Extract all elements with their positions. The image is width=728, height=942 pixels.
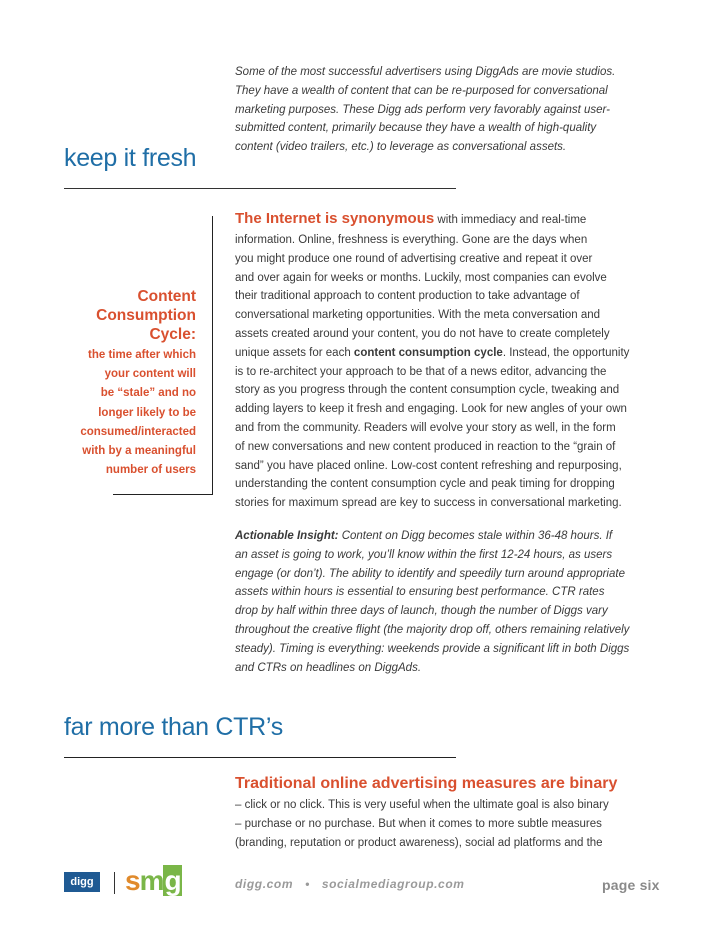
insight-line: an asset is going to work, you’ll know within the first 12-24 hours, as users xyxy=(235,548,613,561)
section-title-far-more-than-ctrs: far more than CTR’s xyxy=(64,713,283,741)
sidebar-callout xyxy=(54,287,196,480)
sidebar-definition xyxy=(54,346,196,480)
section1-body xyxy=(235,208,675,677)
body-line: sand” you have placed online. Low-cost content refreshing and repurposing, xyxy=(235,459,622,472)
body-line: is to re-architect your approach to be that of a news editor, advancing the xyxy=(235,365,607,378)
page-number: page six xyxy=(602,877,660,893)
sidebar-heading-line: Content xyxy=(137,288,196,305)
intro-line: They have a wealth of content that can be re-purposed for conversational xyxy=(235,84,608,97)
smg-letter: s xyxy=(125,865,140,896)
intro-line: Some of the most successful advertisers using DiggAds are movie studios. xyxy=(235,66,616,78)
sidebar-heading-line: Consumption xyxy=(96,307,196,324)
intro-paragraph xyxy=(235,63,675,157)
bold-term: content consumption cycle xyxy=(353,346,503,359)
body-line: story as you progress through the content consumption cycle, tweaking and xyxy=(235,384,620,397)
smg-logo xyxy=(125,866,182,896)
body-line: conversational marketing opportunities. With the meta conversation and xyxy=(235,309,601,322)
body-line: understanding the content consumption cycle and peak timing for dropping xyxy=(235,478,615,491)
intro-line: content (video trailers, etc.) to leverage as conversational assets. xyxy=(235,141,567,154)
insight-line: assets within hours is essential to ensuring best performance. CTR rates xyxy=(235,586,605,599)
sidebar-def-line: the time after which xyxy=(88,349,196,361)
section-divider xyxy=(204,188,456,189)
footer-links xyxy=(235,877,465,891)
sidebar-def-line: your content will xyxy=(104,368,196,381)
insight-line: engage (or don’t). The ability to identify and speedily turn around appropriate xyxy=(235,567,625,580)
section2-lead: Traditional online advertising measures are binary xyxy=(235,775,618,792)
digg-logo: digg xyxy=(64,872,100,892)
body-line: adding layers to keep it fresh and engaging. Look for new angles of your own xyxy=(235,403,627,416)
insight-line xyxy=(235,527,675,546)
footer-logo-divider xyxy=(114,872,115,894)
body-line: and from the community. Readers will evolve your story as well, in the form xyxy=(235,421,616,434)
section-divider xyxy=(64,757,119,758)
body-line: and over again for weeks or months. Luckily, most companies can evolve xyxy=(235,271,607,284)
sidebar-def-line: be “stale” and no xyxy=(100,387,196,400)
body-line: of new conversations and new content produced in reaction to the “grain of xyxy=(235,440,616,453)
footer-link-digg[interactable]: digg.com xyxy=(235,877,294,891)
body-line: you might produce one round of advertising creative and repeat it over xyxy=(235,252,593,265)
sidebar-def-line: longer likely to be xyxy=(98,406,196,419)
footer-link-smg[interactable]: socialmediagroup.com xyxy=(321,877,465,891)
intro-line: submitted content, primarily because they have a wealth of high-quality xyxy=(235,122,597,135)
section-divider xyxy=(64,188,204,189)
body-line: information. Online, freshness is everything. Gone are the days when xyxy=(235,234,588,246)
lead-line xyxy=(235,208,675,231)
body-line: their traditional approach to content production to take advantage of xyxy=(235,290,580,303)
sidebar-rule-vertical xyxy=(212,216,213,494)
body-line: (branding, reputation or product awareness), social ad platforms and the xyxy=(235,836,603,849)
smg-letter: m xyxy=(139,865,164,896)
insight-line: and CTRs on headlines on DiggAds. xyxy=(235,661,422,674)
sidebar-rule-horizontal xyxy=(113,494,213,495)
section-divider xyxy=(119,757,456,758)
smg-letter: g xyxy=(164,865,181,896)
sidebar-heading xyxy=(54,287,196,344)
lead-heading: The Internet is synonymous xyxy=(235,210,435,227)
intro-line: marketing purposes. These Digg ads perform very favorably against user- xyxy=(235,103,610,116)
footer-separator: • xyxy=(305,877,310,891)
sidebar-def-line: consumed/interacted xyxy=(80,425,196,438)
section2-body xyxy=(235,772,675,852)
body-line: – click or no click. This is very useful when the ultimate goal is also binary xyxy=(235,799,609,811)
insight-label: Actionable Insight: xyxy=(235,529,339,542)
insight-line: throughout the creative flight (the majority drop off, others remaining relatively xyxy=(235,623,630,636)
sidebar-heading-line: Cycle: xyxy=(149,326,196,343)
body-line: assets created around your content, you do not have to create completely xyxy=(235,327,610,340)
body-line xyxy=(235,344,675,363)
sidebar-def-line: number of users xyxy=(105,464,196,477)
body-fragment: unique assets for each xyxy=(235,346,354,359)
body-line: stories for maximum spread are key to success in conversational marketing. xyxy=(235,497,622,510)
actionable-insight xyxy=(235,527,675,677)
section-title-keep-it-fresh: keep it fresh xyxy=(64,144,197,172)
body-line: – purchase or no purchase. But when it comes to more subtle measures xyxy=(235,817,602,830)
lead-rest: with immediacy and real-time xyxy=(434,214,587,226)
insight-line: steady). Timing is everything: weekends provide a significant lift in both Diggs xyxy=(235,642,630,655)
insight-line: drop by half within three days of launch, though the number of Diggs vary xyxy=(235,605,608,618)
body-fragment: . Instead, the opportunity xyxy=(502,346,630,359)
insight-fragment: Content on Digg becomes stale within 36-48 hours. If xyxy=(338,529,613,542)
sidebar-def-line: with by a meaningful xyxy=(82,445,196,458)
